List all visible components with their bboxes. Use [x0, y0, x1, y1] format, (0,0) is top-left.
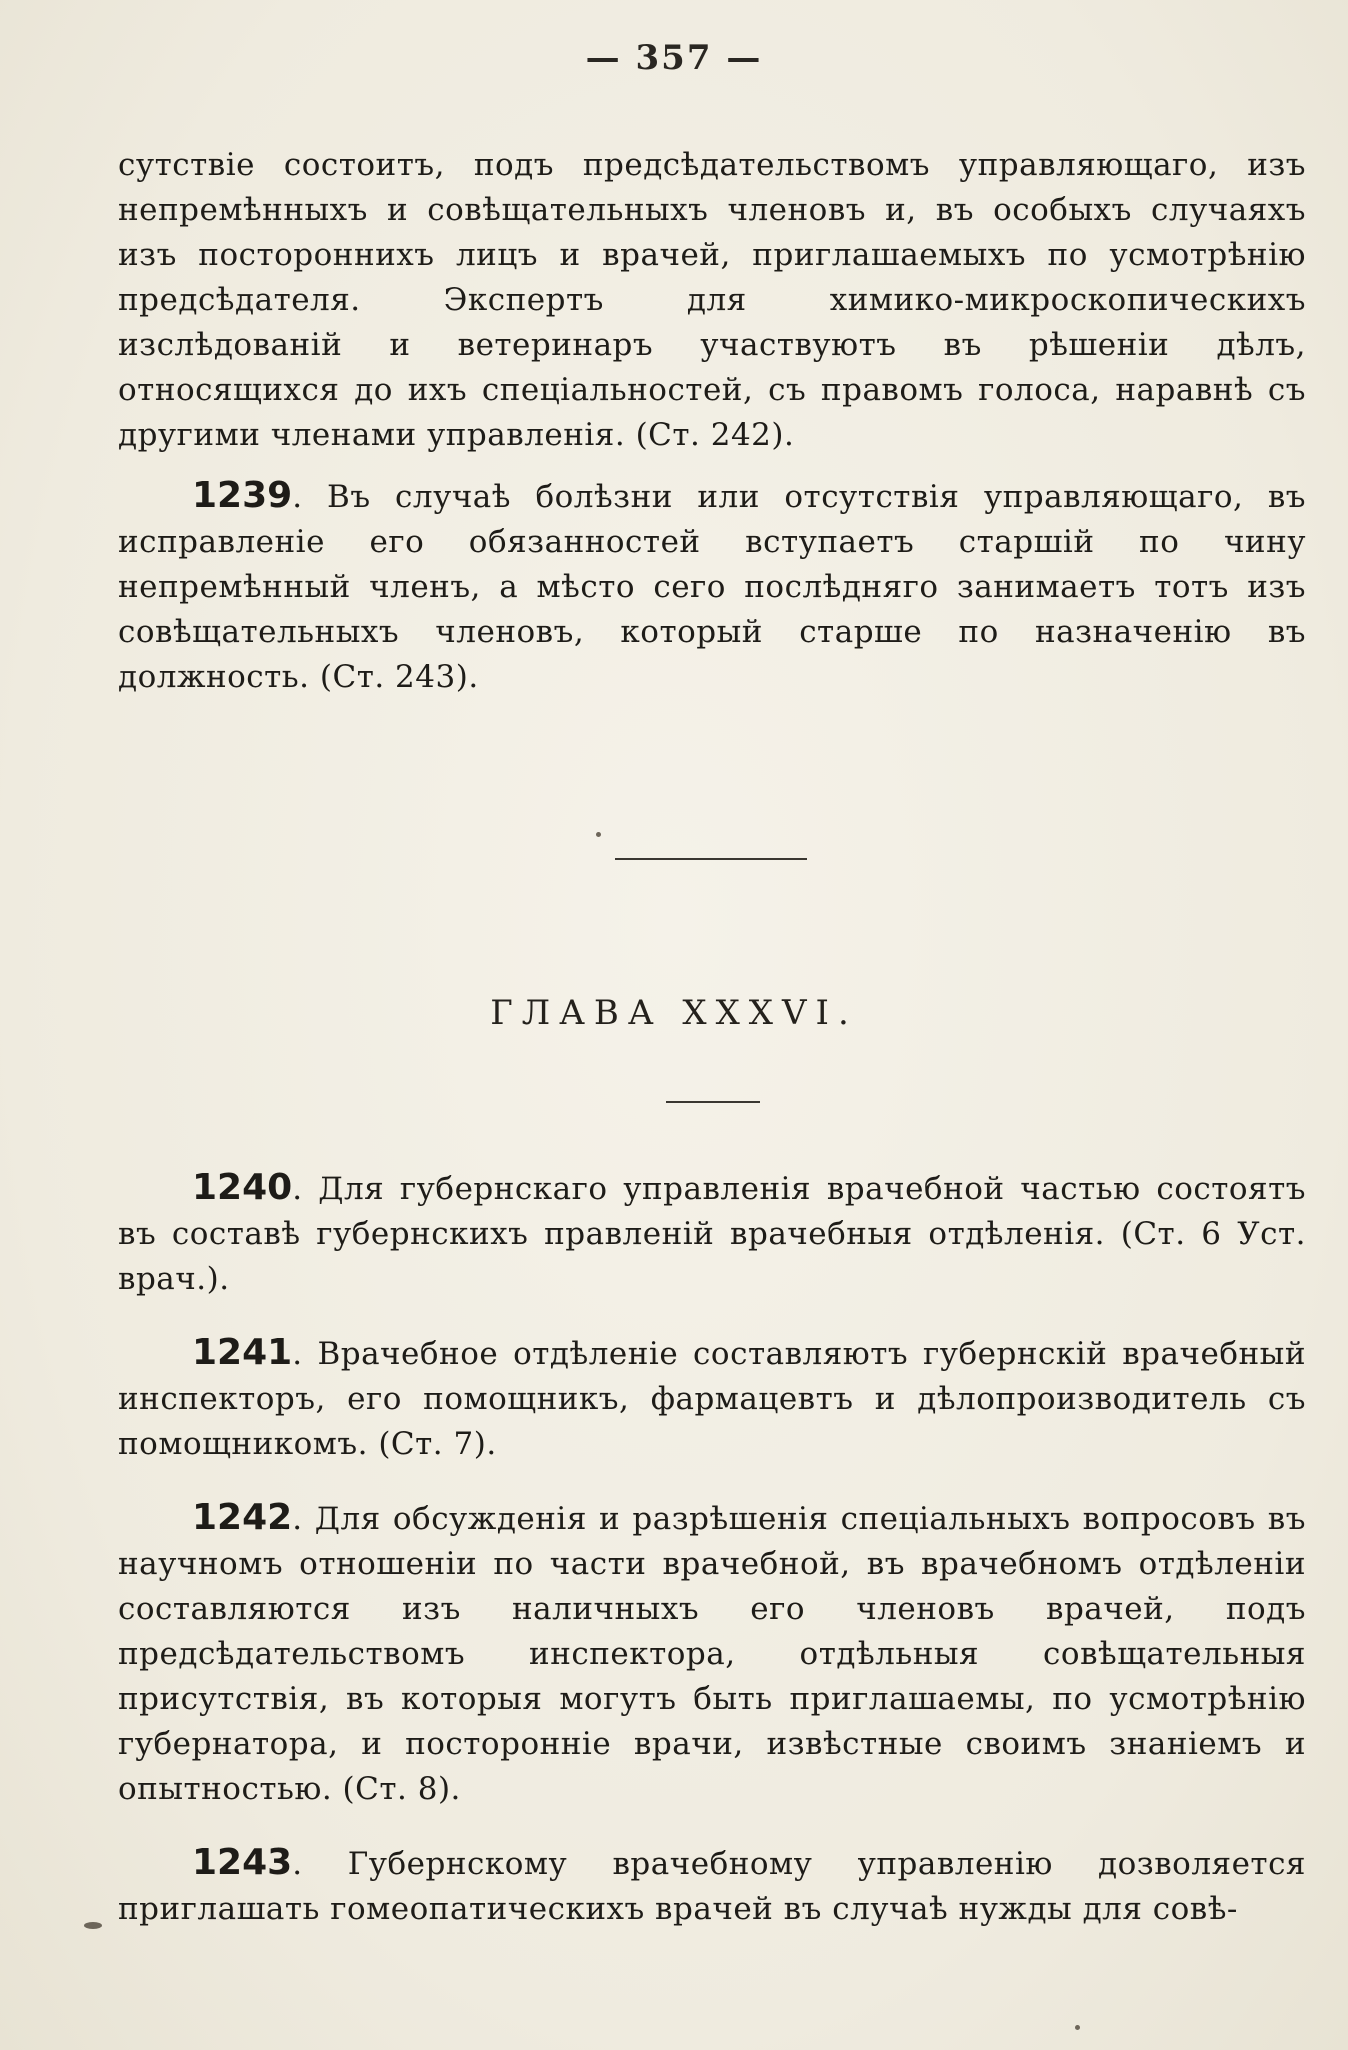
article-1240 — [118, 1165, 1306, 1302]
article-number: 1239 — [192, 475, 293, 516]
scan-speck — [596, 832, 601, 837]
article-number: 1242 — [192, 1497, 293, 1538]
article-number: 1241 — [192, 1332, 293, 1373]
article-1239 — [118, 473, 1306, 700]
paragraph-text: . Для обсужденія и разрѣшенія спеціальныхъ вопросовъ въ научномъ отношеніи по части врачебной, въ врачебномъ отдѣленіи составляются изъ наличныхъ его членовъ врачей, подъ предсѣдательствомъ инспектора, отдѣльныя совѣщательныя присутствія, въ которыя могутъ быть приглашаемы, по усмотрѣнію губернатора, и посторонніе врачи, извѣстные своимъ знаніемъ и опытностью. (Ст. 8). — [118, 1501, 1306, 1807]
paragraph-continuation — [118, 143, 1306, 458]
paragraph-text: . Для губернскаго управленія врачебной частью состоятъ въ составѣ губернскихъ правленій врачебныя отдѣленія. (Ст. 6 Уст. врач.). — [118, 1171, 1306, 1297]
bottom-text-block — [118, 1165, 1306, 1932]
scan-speck — [1075, 2025, 1080, 2030]
article-1242 — [118, 1495, 1306, 1812]
article-number: 1243 — [192, 1842, 293, 1883]
section-divider — [615, 858, 807, 860]
paragraph-text: сутствіе состоитъ, подъ предсѣдательствомъ управляющаго, изъ непремѣнныхъ и совѣщательныхъ членовъ и, въ особыхъ случаяхъ изъ постороннихъ лицъ и врачей, приглашаемыхъ по усмотрѣнію предсѣдателя. Экспертъ для химико-микроскопическихъ изслѣдованій и ветеринаръ участвуютъ въ рѣшеніи дѣлъ, относящихся до ихъ спеціальностей, съ правомъ голоса, наравнѣ съ другими членами управленія. (Ст. 242). — [118, 147, 1306, 453]
scan-speck — [84, 1922, 102, 1929]
paragraph-text: . Врачебное отдѣленіе составляютъ губернскій врачебный инспекторъ, его помощникъ, фармацевтъ и дѣлопроизводитель съ помощникомъ. (Ст. 7). — [118, 1336, 1306, 1462]
paragraph-text: . Въ случаѣ болѣзни или отсутствія управляющаго, въ исправленіе его обязанностей вступаетъ старшій по чину непремѣнный членъ, а мѣсто сего послѣдняго занимаетъ тотъ изъ совѣщательныхъ членовъ, который старше по назначенію въ должность. (Ст. 243). — [118, 479, 1306, 695]
top-text-block — [118, 143, 1306, 700]
chapter-underline — [666, 1101, 760, 1103]
paragraph-text: . Губернскому врачебному управленію дозволяется приглашать гомеопатическихъ врачей въ случаѣ нужды для совѣ- — [118, 1846, 1306, 1927]
article-1241 — [118, 1330, 1306, 1467]
article-1243 — [118, 1840, 1306, 1932]
chapter-title: ГЛАВА XXXVI. — [490, 993, 858, 1033]
page-number: — 357 — — [585, 38, 763, 78]
article-number: 1240 — [192, 1167, 293, 1208]
